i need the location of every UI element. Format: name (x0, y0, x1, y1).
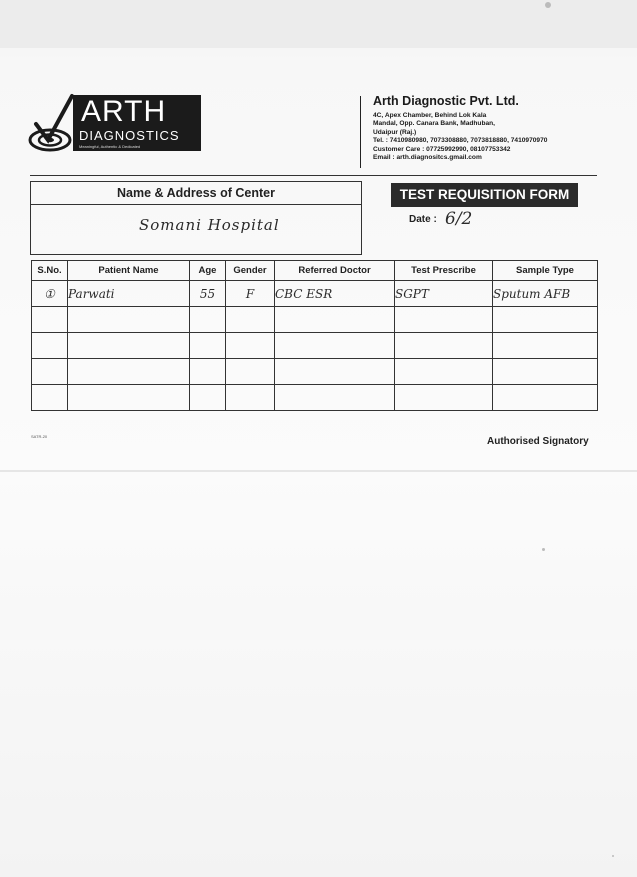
email-line: Email : arth.diagnositcs.gmail.com (373, 154, 482, 162)
address-line: 4C, Apex Chamber, Behind Lok Kala (373, 112, 487, 119)
header-gender: Gender (226, 261, 275, 281)
phone-line: Tel. : 7410980980, 7073308880, 7073818880, 7410970970 (373, 137, 548, 145)
cell-sno (32, 359, 68, 385)
center-title: Name & Address of Center (31, 182, 361, 205)
cell-referred-doctor (275, 385, 395, 411)
cell-sample-type (493, 359, 598, 385)
cell-sample-type (493, 385, 598, 411)
company-logo (28, 92, 178, 154)
table-row (32, 281, 598, 307)
cell-age (190, 385, 226, 411)
date-label: Date : (409, 214, 437, 225)
logo-subword: DIAGNOSTICS (79, 128, 180, 143)
cell-age (190, 359, 226, 385)
logo-wordmark (73, 95, 201, 151)
cell-gender (226, 359, 275, 385)
header-test-prescribe: Test Prescribe (395, 261, 493, 281)
table-header-row (32, 261, 598, 281)
paper-edge (0, 470, 637, 472)
form-title: TEST REQUISITION FORM (391, 183, 578, 207)
center-box (30, 181, 362, 255)
cell-test-prescribe (395, 333, 493, 359)
company-name: Arth Diagnostic Pvt. Ltd. (373, 94, 519, 108)
cell-test-prescribe (395, 307, 493, 333)
cell-sno (32, 385, 68, 411)
requisition-table (31, 260, 598, 411)
company-info (373, 94, 623, 162)
cell-gender: F (226, 281, 275, 307)
header-referred-doctor: Referred Doctor (275, 261, 395, 281)
cell-test-prescribe (395, 385, 493, 411)
scan-shadow (0, 0, 637, 48)
cell-test-prescribe: SGPT (395, 281, 493, 307)
cell-patient-name: Parwati (68, 281, 190, 307)
scan-speck (542, 548, 545, 551)
center-name-handwritten: Somani Hospital (139, 216, 280, 234)
table-row (32, 333, 598, 359)
table-row (32, 307, 598, 333)
address-line: Udaipur (Raj.) (373, 128, 417, 136)
date-value-handwritten: 6/2 (445, 209, 473, 229)
scan-speck (545, 2, 551, 8)
customer-care-line: Customer Care : 07725992990, 08107753342 (373, 145, 511, 153)
cell-age: 55 (190, 281, 226, 307)
logo-word: ARTH (81, 95, 167, 128)
cell-patient-name (68, 307, 190, 333)
header-sample-type: Sample Type (493, 261, 598, 281)
authorised-signatory-label: Authorised Signatory (487, 436, 589, 447)
table-row (32, 359, 598, 385)
header-divider (360, 96, 361, 168)
cell-referred-doctor (275, 359, 395, 385)
cell-sno (32, 333, 68, 359)
logo-tagline: Meaningful, Authentic & Dedicated (79, 144, 141, 149)
cell-gender (226, 333, 275, 359)
cell-sample-type (493, 307, 598, 333)
cell-sample-type (493, 333, 598, 359)
cell-sno: ① (32, 281, 68, 307)
cell-patient-name (68, 333, 190, 359)
cell-age (190, 307, 226, 333)
cell-gender (226, 385, 275, 411)
cell-patient-name (68, 385, 190, 411)
cell-age (190, 333, 226, 359)
header-sno: S.No. (32, 261, 68, 281)
address-line: Mandal, Opp. Canara Bank, Madhuban, (373, 120, 496, 128)
cell-referred-doctor (275, 307, 395, 333)
header-patient-name: Patient Name (68, 261, 190, 281)
cell-referred-doctor: CBC ESR (275, 281, 395, 307)
scan-speck (612, 855, 614, 857)
form-code: SATR-20 (31, 434, 48, 439)
cell-referred-doctor (275, 333, 395, 359)
table-row (32, 385, 598, 411)
cell-test-prescribe (395, 359, 493, 385)
cell-patient-name (68, 359, 190, 385)
header-rule (30, 175, 597, 176)
cell-sno (32, 307, 68, 333)
cell-gender (226, 307, 275, 333)
header-age: Age (190, 261, 226, 281)
cell-sample-type: Sputum AFB (493, 281, 598, 307)
